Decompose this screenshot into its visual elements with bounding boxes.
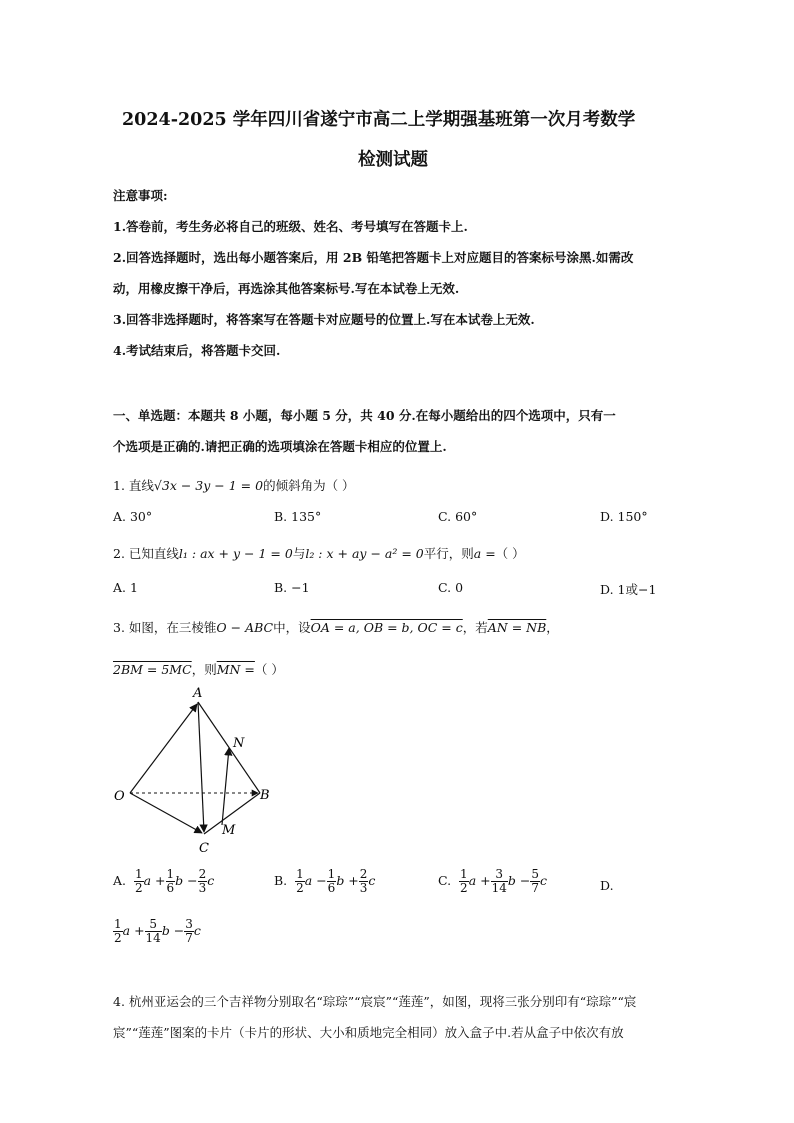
q1-option-c: C. 60° (438, 509, 478, 524)
q3-mid3: ，则 (191, 662, 217, 677)
q3-cond1: AN = NB (487, 620, 547, 635)
fraction: $\frac{1}{2}$ (114, 917, 122, 945)
q3-option-a: A. $\frac{1}{2}$ a + $\frac{1}{6}$ b − $\frac{2}{3}$ c (113, 867, 215, 895)
fraction: $\frac{1}{2}$ (460, 867, 468, 895)
notice-item-1: 1.答卷前，考生务必将自己的班级、姓名、考号填写在答题卡上. (113, 219, 468, 234)
question-3 (113, 618, 559, 636)
label-o: O (114, 789, 125, 804)
fraction: $\frac{1}{2}$ (134, 867, 143, 895)
notice-item-4: 4.考试结束后，将答题卡交回. (113, 343, 281, 358)
vector-mn (222, 748, 229, 825)
q2-option-c: C. 0 (438, 580, 464, 595)
question-4-line2: 宸”“莲莲”图案的卡片（卡片的形状、大小和质地完全相同）放入盒子中.若从盒子中依次有放 (113, 1025, 624, 1040)
fraction: $\frac{2}{3}$ (359, 867, 368, 895)
page-title-line1: 2024-2025 学年四川省遂宁市高二上学期强基班第一次月考数学 (122, 110, 636, 130)
fraction: $\frac{3}{14}$ (491, 867, 507, 895)
fraction: $\frac{5}{14}$ (145, 917, 161, 945)
section-heading-line1: 一、单选题：本题共 8 小题，每小题 5 分，共 40 分.在每小题给出的四个选项中，只有一 (113, 408, 616, 423)
q2-mid: 与 (292, 546, 306, 561)
q3-tail: （ ） (254, 662, 284, 677)
q3-option-b: B. $\frac{1}{2}$ a − $\frac{1}{6}$ b + $\frac{2}{3}$ c (274, 867, 376, 895)
vector-oc (130, 793, 202, 833)
q3-tetra: O − ABC (216, 620, 274, 635)
q1-option-b: B. 135° (274, 509, 322, 524)
label-b: B (260, 788, 270, 803)
q2-var: a = (473, 546, 496, 561)
question-1 (113, 476, 355, 494)
question-2 (113, 544, 525, 562)
fraction: $\frac{1}{6}$ (327, 867, 336, 895)
label-a: A (193, 686, 203, 701)
label-n: N (233, 736, 245, 751)
fraction: $\frac{5}{7}$ (531, 867, 539, 895)
q2-option-b: B. −1 (274, 580, 310, 595)
q2-option-a: A. 1 (113, 580, 138, 595)
q3-option-d: $\frac{1}{2}$ a + $\frac{5}{14}$ b − $\frac{3}{7}$ c (114, 917, 201, 945)
q3-mid2: ，若 (462, 620, 488, 635)
notice-item-2: 2.回答选择题时，选出每小题答案后，用 2B 铅笔把答题卡上对应题目的答案标号涂黑.如需改 (113, 250, 634, 265)
q2-line1-eq: l₁ : ax + y − 1 = 0 (178, 546, 293, 561)
q3-mid1: 中，设 (273, 620, 311, 635)
question-3-cont (113, 660, 284, 678)
q3-ask: MN = (216, 662, 255, 677)
q3-option-d-label: D. (600, 878, 614, 893)
q2-line2-eq: l₂ : x + ay − a² = 0 (305, 546, 424, 561)
edge-ab (198, 702, 260, 793)
q3-option-c: C. $\frac{1}{2}$ a + $\frac{3}{14}$ b − $\frac{5}{7}$ c (438, 867, 547, 895)
q3-option-b-label: B. (274, 873, 288, 888)
q2-suffix: 平行，则 (423, 546, 474, 561)
q1-option-d: D. 150° (600, 509, 648, 524)
q3-prefix: 3. 如图，在三棱锥 (113, 620, 217, 635)
q1-suffix: 的倾斜角为（ ） (263, 478, 355, 493)
label-m: M (222, 823, 236, 838)
q1-prefix: 1. 直线 (113, 478, 154, 493)
q2-prefix: 2. 已知直线 (113, 546, 179, 561)
q3-vectors: OA = a, OB = b, OC = c (310, 620, 463, 635)
section-heading-line2: 个选项是正确的.请把正确的选项填涂在答题卡相应的位置上. (113, 439, 447, 454)
q3-comma: ， (546, 620, 559, 635)
question-4-line1: 4. 杭州亚运会的三个吉祥物分别取名“琮琮”“宸宸”“莲莲”，如图，现将三张分别印有“琮琮”“宸 (113, 994, 637, 1009)
q2-option-d: D. 1或−1 (600, 582, 657, 597)
notice-item-2-cont: 动，用橡皮擦干净后，再选涂其他答案标号.写在本试卷上无效. (113, 281, 460, 296)
label-c: C (199, 841, 209, 856)
fraction: $\frac{1}{6}$ (166, 867, 175, 895)
fraction: $\frac{1}{2}$ (296, 867, 304, 895)
tetrahedron-figure (108, 684, 288, 856)
vector-oa (130, 704, 197, 793)
q1-option-a: A. 30° (113, 509, 153, 524)
notice-item-3: 3.回答非选择题时，将答案写在答题卡对应题号的位置上.写在本试卷上无效. (113, 312, 535, 327)
notice-heading: 注意事项: (113, 188, 168, 203)
q3-cond2: 2BM = 5MC (113, 662, 192, 677)
fraction: $\frac{2}{3}$ (198, 867, 207, 895)
fraction: $\frac{3}{7}$ (185, 917, 193, 945)
q2-tail: （ ） (495, 546, 525, 561)
page-title-line2: 检测试题 (358, 150, 428, 170)
q1-equation: √3x − 3y − 1 = 0 (153, 478, 264, 493)
q3-option-a-label: A. (113, 873, 127, 888)
edge-ac (198, 702, 204, 832)
q3-option-c-label: C. (438, 873, 452, 888)
